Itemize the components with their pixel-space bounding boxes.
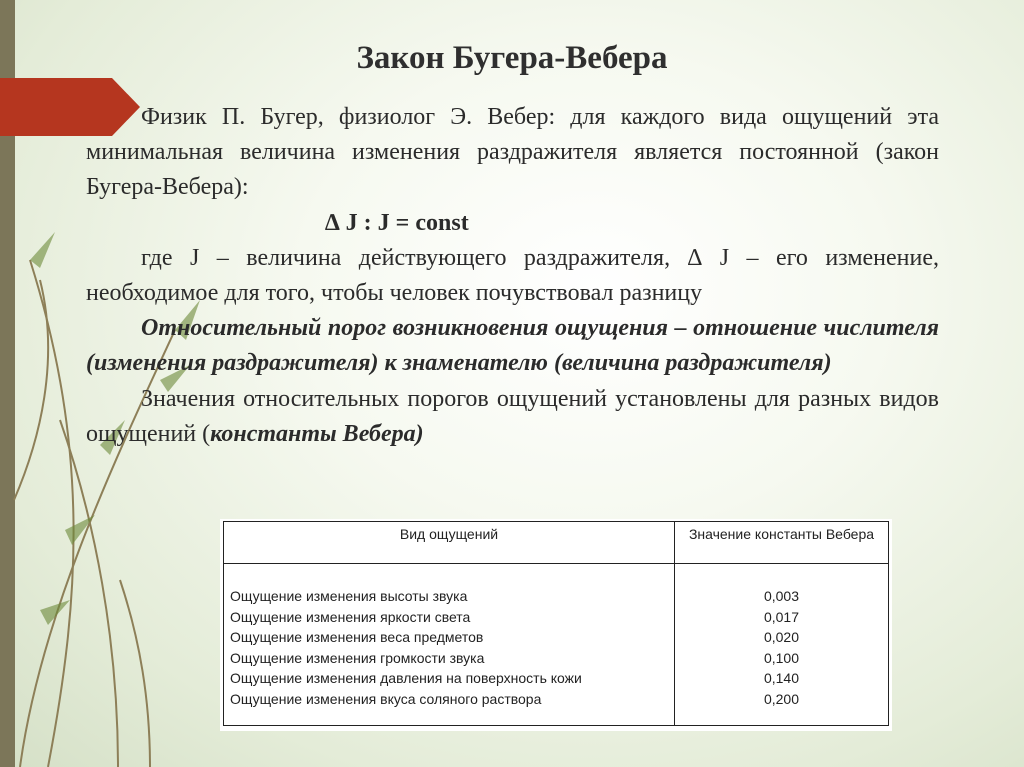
table-row-name: Ощущение изменения высоты звука <box>230 588 468 604</box>
table-row <box>224 564 889 726</box>
table-row-value: 0,003 <box>763 588 800 604</box>
header-weber-constant: Значение константы Вебера <box>675 522 889 564</box>
weber-constants-table <box>223 521 889 726</box>
table-row-name: Ощущение изменения вкуса соляного раствора <box>230 690 542 707</box>
paragraph-relative-threshold: Относительный порог возникновения ощущения – отношение числителя (изменения раздражителя) к знаменателю (величина раздражителя) <box>86 315 939 377</box>
table-row-name: Ощущение изменения веса предметов <box>230 629 484 645</box>
paragraph-constants-text: Значения относительных порогов ощущений установлены для разных видов ощущений ( <box>86 385 939 447</box>
paragraph-explanation: где J – величина действующего раздражителя, ∆ J – его изменение, необходимое для того, чтобы человек почувствовал разницу <box>86 244 939 307</box>
header-sensation-type: Вид ощущений <box>224 522 675 564</box>
table-row-name: Ощущение изменения громкости звука <box>230 649 485 666</box>
table-row-name: Ощущение изменения яркости света <box>230 608 471 625</box>
table-row-value: 0,140 <box>763 670 800 686</box>
table-header-row <box>224 522 889 564</box>
table-row-value: 0,100 <box>763 649 800 666</box>
slide-body <box>86 100 939 452</box>
weber-constants-table-panel <box>220 519 892 731</box>
table-row-value: 0,200 <box>763 690 800 707</box>
paragraph-definition: Физик П. Бугер, физиолог Э. Вебер: для каждого вида ощущений эта минимальная величина изменения раздражителя является постоянной (закон Бугера-Вебера): <box>86 104 939 201</box>
table-row-value: 0,020 <box>763 629 800 645</box>
sensation-names-cell <box>224 564 675 726</box>
table-row-name: Ощущение изменения давления на поверхность кожи <box>230 670 582 686</box>
table-row-value: 0,017 <box>763 608 800 625</box>
constant-values-cell <box>675 564 889 726</box>
slide-title: Закон Бугера-Вебера <box>356 40 668 76</box>
formula: ∆ J : J = const <box>325 209 469 236</box>
paragraph-constants-emphasis: константы Вебера) <box>210 420 424 447</box>
paragraph-constants <box>86 382 939 452</box>
